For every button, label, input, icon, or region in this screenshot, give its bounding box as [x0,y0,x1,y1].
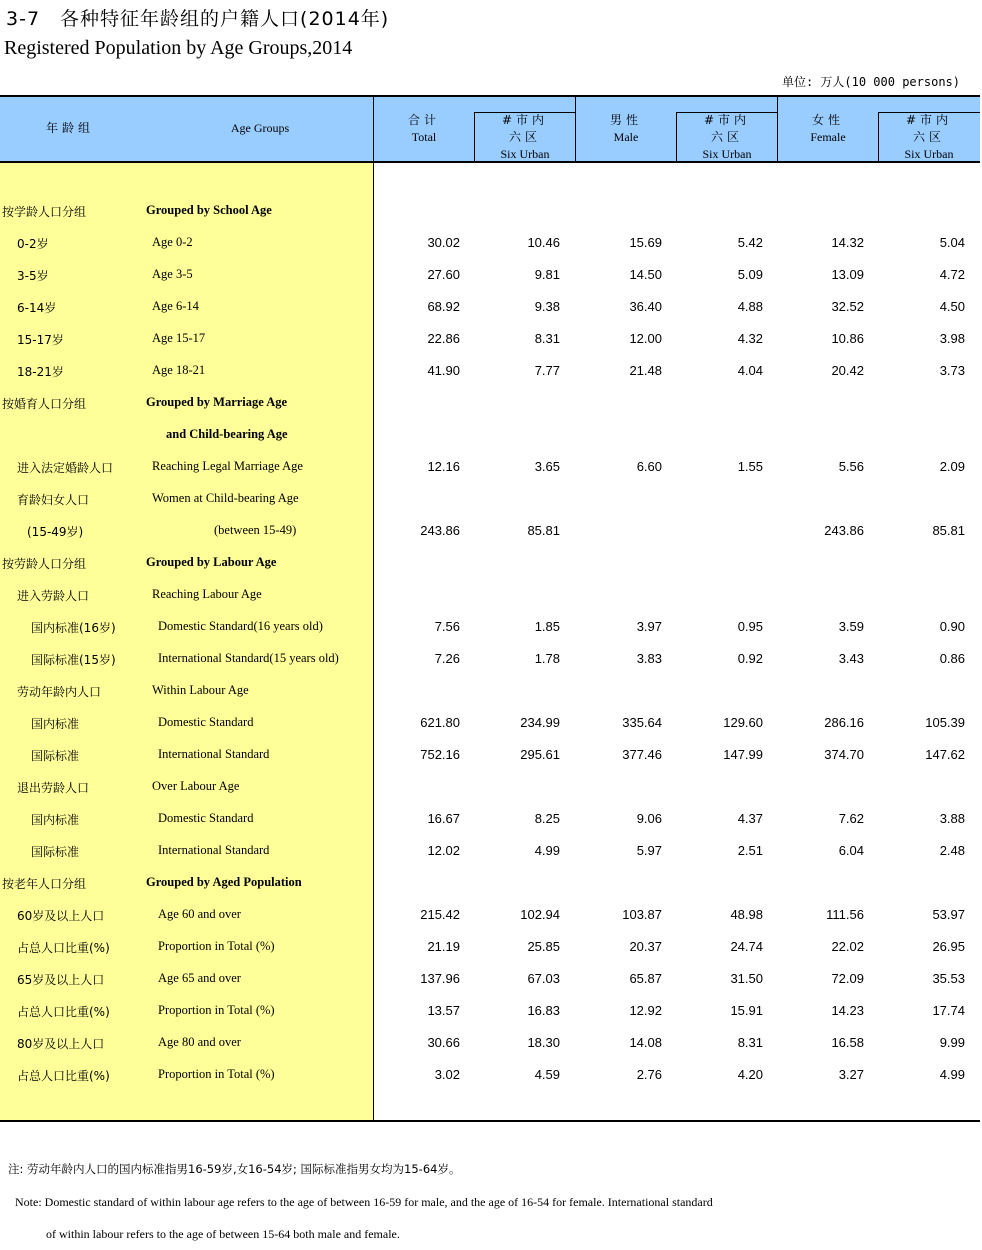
value-cell: 67.03 [527,971,560,986]
row-label-cn: 6-14岁 [17,301,57,315]
value-cell: 4.37 [737,811,763,826]
row-label-en: Age 65 and over [158,971,241,985]
row-label-cn: 按婚育人口分组 [2,397,87,411]
row-label-en: Domestic Standard(16 years old) [158,619,323,633]
row-label-en: Over Labour Age [152,779,240,793]
value-cell: 68.92 [427,299,460,314]
header-male-urban: #市内 六区 Six Urban [702,113,752,161]
value-cell: 31.50 [730,971,763,986]
value-cell: 6.60 [636,459,662,474]
value-cell: 20.37 [629,939,662,954]
row-label-cn: 退出劳龄人口 [17,781,90,795]
value-cell: 3.43 [838,651,864,666]
value-cell: 215.42 [420,907,460,922]
row-label-en: International Standard [158,843,270,857]
value-cell: 32.52 [831,299,864,314]
row-label-en: Domestic Standard [158,811,254,825]
table-row [0,195,980,227]
row-label-cn: (15-49岁) [27,525,84,539]
row-label-cn: 按学龄人口分组 [2,205,87,219]
row-label-cn: 国内标准(16岁) [31,621,116,635]
value-cell: 102.94 [520,907,560,922]
value-cell: 3.97 [636,619,662,634]
value-cell: 335.64 [622,715,662,730]
value-cell: 15.91 [730,1003,763,1018]
value-cell: 621.80 [420,715,460,730]
row-label-en: Proportion in Total (%) [158,1003,275,1017]
table-row [0,323,980,355]
row-label-cn: 15-17岁 [17,333,64,347]
row-label-en: Age 15-17 [152,331,206,345]
value-cell: 85.81 [932,523,965,538]
value-cell: 9.06 [636,811,662,826]
note-en-line1: Note: Domestic standard of within labour age refers to the age of between 16-59 for male, and the age of 16-54 for female. International standard [15,1195,713,1209]
row-label-cn: 进入法定婚龄人口 [17,461,114,475]
value-cell: 0.90 [939,619,965,634]
table-row [0,227,980,259]
table-row [0,995,980,1027]
row-label-cn: 按老年人口分组 [2,877,87,891]
value-cell: 3.83 [636,651,662,666]
row-label-en: Age 6-14 [152,299,199,313]
value-cell: 3.59 [838,619,864,634]
table-row [0,963,980,995]
value-cell: 3.88 [939,811,965,826]
value-cell: 41.90 [427,363,460,378]
header-total-urban: #市内 六区 Six Urban [500,113,550,161]
value-cell: 2.51 [737,843,763,858]
value-cell: 0.92 [737,651,763,666]
table-row [0,867,980,899]
value-cell: 22.86 [427,331,460,346]
value-cell: 14.32 [831,235,864,250]
table-row [0,835,980,867]
table-row [0,739,980,771]
header-total: 合计 Total [407,113,440,144]
table-row [0,259,980,291]
value-cell: 21.19 [427,939,460,954]
header-female-urban: #市内 六区 Six Urban [904,113,954,161]
row-label-en: Within Labour Age [152,683,249,697]
row-label-cn: 进入劳龄人口 [17,589,90,603]
value-cell: 5.56 [838,459,864,474]
value-cell: 7.77 [534,363,560,378]
header-female: 女性 Female [810,113,846,144]
header-age-group-cn: 年龄组 [45,121,94,135]
value-cell: 3.02 [434,1067,460,1082]
value-cell: 10.86 [831,331,864,346]
value-cell: 65.87 [629,971,662,986]
value-cell: 8.25 [534,811,560,826]
value-cell: 48.98 [730,907,763,922]
row-label-cn: 18-21岁 [17,365,64,379]
value-cell: 21.48 [629,363,662,378]
value-cell: 14.08 [629,1035,662,1050]
page-title-en: Registered Population by Age Groups,2014 [4,37,353,59]
unit-label: 单位: 万人(10 000 persons) [781,75,960,89]
value-cell: 2.09 [939,459,965,474]
table-row [0,419,980,451]
row-label-cn: 0-2岁 [17,237,49,251]
page-title-cn: 3-7 各种特征年龄组的户籍人口(2014年) [6,8,390,30]
row-label-en: Domestic Standard [158,715,254,729]
table-row [0,579,980,611]
table-row [0,675,980,707]
value-cell: 0.95 [737,619,763,634]
value-cell: 14.50 [629,267,662,282]
row-label-cn: 占总人口比重(%) [17,1069,110,1083]
value-cell: 7.26 [434,651,460,666]
value-cell: 5.04 [939,235,965,250]
value-cell: 105.39 [925,715,965,730]
value-cell: 10.46 [527,235,560,250]
value-cell: 5.97 [636,843,662,858]
value-cell: 16.83 [527,1003,560,1018]
value-cell: 14.23 [831,1003,864,1018]
row-label-cn: 60岁及以上人口 [17,909,105,923]
value-cell: 4.50 [939,299,965,314]
row-label-en: Reaching Labour Age [152,587,262,601]
row-label-cn: 育龄妇女人口 [17,493,90,507]
value-cell: 26.95 [932,939,965,954]
value-cell: 30.02 [427,235,460,250]
row-label-cn: 国际标准 [31,749,80,763]
row-label-cn: 80岁及以上人口 [17,1037,105,1051]
row-label-en: Proportion in Total (%) [158,939,275,953]
table-row [0,611,980,643]
table-top-rule [0,95,980,97]
row-label-cn: 劳动年龄内人口 [17,685,102,699]
value-cell: 8.31 [534,331,560,346]
header-male: 男性 Male [609,113,642,144]
value-cell: 9.38 [534,299,560,314]
value-cell: 24.74 [730,939,763,954]
value-cell: 72.09 [831,971,864,986]
table-row [0,931,980,963]
value-cell: 137.96 [420,971,460,986]
value-cell: 243.86 [824,523,864,538]
value-cell: 17.74 [932,1003,965,1018]
row-label-en: International Standard(15 years old) [158,651,339,665]
row-label-en: Age 3-5 [152,267,193,281]
value-cell: 6.04 [838,843,864,858]
value-cell: 4.99 [534,843,560,858]
value-cell: 1.78 [534,651,560,666]
row-label-en: Age 18-21 [152,363,206,377]
value-cell: 85.81 [527,523,560,538]
value-cell: 25.85 [527,939,560,954]
value-cell: 4.32 [737,331,763,346]
value-cell: 4.99 [939,1067,965,1082]
table-row [0,1027,980,1059]
value-cell: 12.00 [629,331,662,346]
row-label-cn: 国际标准 [31,845,80,859]
row-label-en: International Standard [158,747,270,761]
row-label-cn: 3-5岁 [17,269,49,283]
row-label-en: (between 15-49) [214,523,297,537]
value-cell: 36.40 [629,299,662,314]
value-cell: 1.85 [534,619,560,634]
value-cell: 4.88 [737,299,763,314]
value-cell: 147.99 [723,747,763,762]
value-cell: 0.86 [939,651,965,666]
value-cell: 4.59 [534,1067,560,1082]
table-row [0,291,980,323]
value-cell: 1.55 [737,459,763,474]
row-label-en: Grouped by Aged Population [146,875,302,889]
value-cell: 30.66 [427,1035,460,1050]
row-label-en: Grouped by Marriage Age [146,395,288,409]
table-row [0,515,980,547]
table-row [0,803,980,835]
table-row [0,355,980,387]
value-cell: 377.46 [622,747,662,762]
value-cell: 12.16 [427,459,460,474]
value-cell: 9.99 [939,1035,965,1050]
value-cell: 3.73 [939,363,965,378]
value-cell: 13.09 [831,267,864,282]
row-label-en: Age 80 and over [158,1035,241,1049]
row-label-cn: 国内标准 [31,717,80,731]
row-label-en: Age 60 and over [158,907,241,921]
row-label-en: Proportion in Total (%) [158,1067,275,1081]
value-cell: 4.04 [737,363,763,378]
value-cell: 5.42 [737,235,763,250]
value-cell: 752.16 [420,747,460,762]
value-cell: 147.62 [925,747,965,762]
value-cell: 286.16 [824,715,864,730]
row-label-en: Grouped by School Age [146,203,272,217]
value-cell: 15.69 [629,235,662,250]
value-cell: 243.86 [420,523,460,538]
table-row [0,483,980,515]
table-row [0,387,980,419]
row-label-en: Age 0-2 [152,235,193,249]
value-cell: 8.31 [737,1035,763,1050]
value-cell: 20.42 [831,363,864,378]
value-cell: 111.56 [826,907,864,922]
table-row [0,451,980,483]
value-cell: 7.56 [434,619,460,634]
value-cell: 103.87 [622,907,662,922]
value-cell: 2.48 [939,843,965,858]
table-row [0,707,980,739]
row-label-en: Grouped by Labour Age [146,555,277,569]
value-cell: 16.67 [427,811,460,826]
value-cell: 3.27 [838,1067,864,1082]
row-label-cn: 国内标准 [31,813,80,827]
value-cell: 234.99 [520,715,560,730]
value-cell: 18.30 [527,1035,560,1050]
row-label-cn: 65岁及以上人口 [17,973,105,987]
value-cell: 22.02 [831,939,864,954]
value-cell: 5.09 [737,267,763,282]
row-label-en: and Child-bearing Age [166,427,288,441]
value-cell: 374.70 [824,747,864,762]
table-bottom-rule [0,1120,980,1122]
table-row [0,771,980,803]
header-age-group-en: Age Groups [230,121,290,135]
value-cell: 4.72 [939,267,965,282]
value-cell: 129.60 [723,715,763,730]
table-row [0,899,980,931]
value-cell: 9.81 [534,267,560,282]
row-label-cn: 占总人口比重(%) [17,941,110,955]
value-cell: 53.97 [932,907,965,922]
value-cell: 4.20 [737,1067,763,1082]
row-label-cn: 国际标准(15岁) [31,653,116,667]
value-cell: 35.53 [932,971,965,986]
table-row [0,547,980,579]
value-cell: 16.58 [831,1035,864,1050]
value-cell: 12.02 [427,843,460,858]
row-label-en: Reaching Legal Marriage Age [152,459,303,473]
note-en-line2: of within labour refers to the age of between 15-64 both male and female. [46,1227,400,1241]
value-cell: 12.92 [629,1003,662,1018]
table-row [0,643,980,675]
value-cell: 3.65 [534,459,560,474]
note-cn: 注: 劳动年龄内人口的国内标准指男16-59岁,女16-54岁; 国际标准指男女均为15-64岁。 [8,1162,461,1176]
value-cell: 7.62 [838,811,864,826]
row-label-cn: 按劳龄人口分组 [2,557,87,571]
row-label-cn: 占总人口比重(%) [17,1005,110,1019]
value-cell: 2.76 [636,1067,662,1082]
value-cell: 13.57 [427,1003,460,1018]
value-cell: 295.61 [520,747,560,762]
row-label-en: Women at Child-bearing Age [152,491,299,505]
value-cell: 27.60 [427,267,460,282]
value-cell: 3.98 [939,331,965,346]
table-row [0,1059,980,1091]
